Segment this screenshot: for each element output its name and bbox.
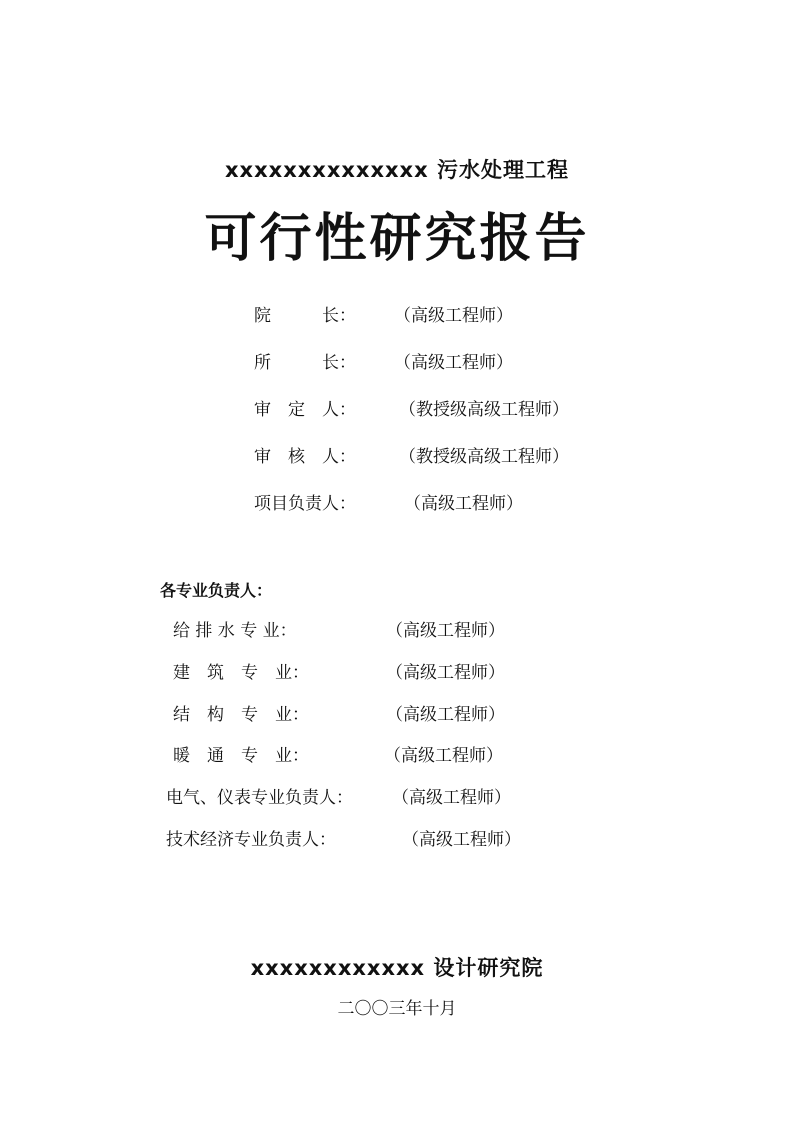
leader-title: （高级工程师） xyxy=(394,306,513,326)
specialty-row-structure xyxy=(173,703,533,727)
leader-label: 项目负责人： xyxy=(254,494,356,514)
specialty-label: 电气、仪表专业负责人： xyxy=(166,788,353,808)
leader-label: 审 定 人： xyxy=(254,400,356,420)
specialty-row-water xyxy=(173,619,533,643)
leader-label: 院 长： xyxy=(254,306,356,326)
leader-title: （高级工程师） xyxy=(394,353,513,373)
specialty-row-electrical xyxy=(166,786,536,810)
specialty-row-hvac xyxy=(173,744,533,768)
leader-row-dean xyxy=(254,304,584,328)
leader-label: 审 核 人： xyxy=(254,447,356,467)
specialty-label: 技术经济专业负责人： xyxy=(166,830,336,850)
specialty-label: 建 筑 专 业： xyxy=(173,663,309,683)
specialty-title: （高级工程师） xyxy=(402,830,521,850)
report-title: 可行性研究报告 xyxy=(204,209,590,269)
leader-title: （教授级高级工程师） xyxy=(399,447,569,467)
specialty-title: （高级工程师） xyxy=(386,663,505,683)
specialty-label: 结 构 专 业： xyxy=(173,705,309,725)
leader-row-approver xyxy=(254,398,594,422)
specialty-label: 给 排 水 专 业： xyxy=(173,621,297,641)
specialty-title: （高级工程师） xyxy=(384,746,503,766)
institute-name: xxxxxxxxxxxx 设计研究院 xyxy=(250,956,544,980)
specialty-label: 暖 通 专 业： xyxy=(173,746,309,766)
project-title: xxxxxxxxxxxxxx 污水处理工程 xyxy=(225,158,569,182)
specialty-title: （高级工程师） xyxy=(386,621,505,641)
leader-title: （高级工程师） xyxy=(404,494,523,514)
specialty-row-architecture xyxy=(173,661,533,685)
leader-row-reviewer xyxy=(254,445,594,469)
specialties-heading: 各专业负责人： xyxy=(160,581,273,600)
leader-title: （教授级高级工程师） xyxy=(399,400,569,420)
report-date: 二〇〇三年十月 xyxy=(337,999,457,1019)
leader-label: 所 长： xyxy=(254,353,356,373)
specialty-title: （高级工程师） xyxy=(386,705,505,725)
specialty-row-economics xyxy=(166,828,536,852)
specialty-title: （高级工程师） xyxy=(392,788,511,808)
leader-row-project-lead xyxy=(254,492,584,516)
leader-row-director xyxy=(254,351,584,375)
